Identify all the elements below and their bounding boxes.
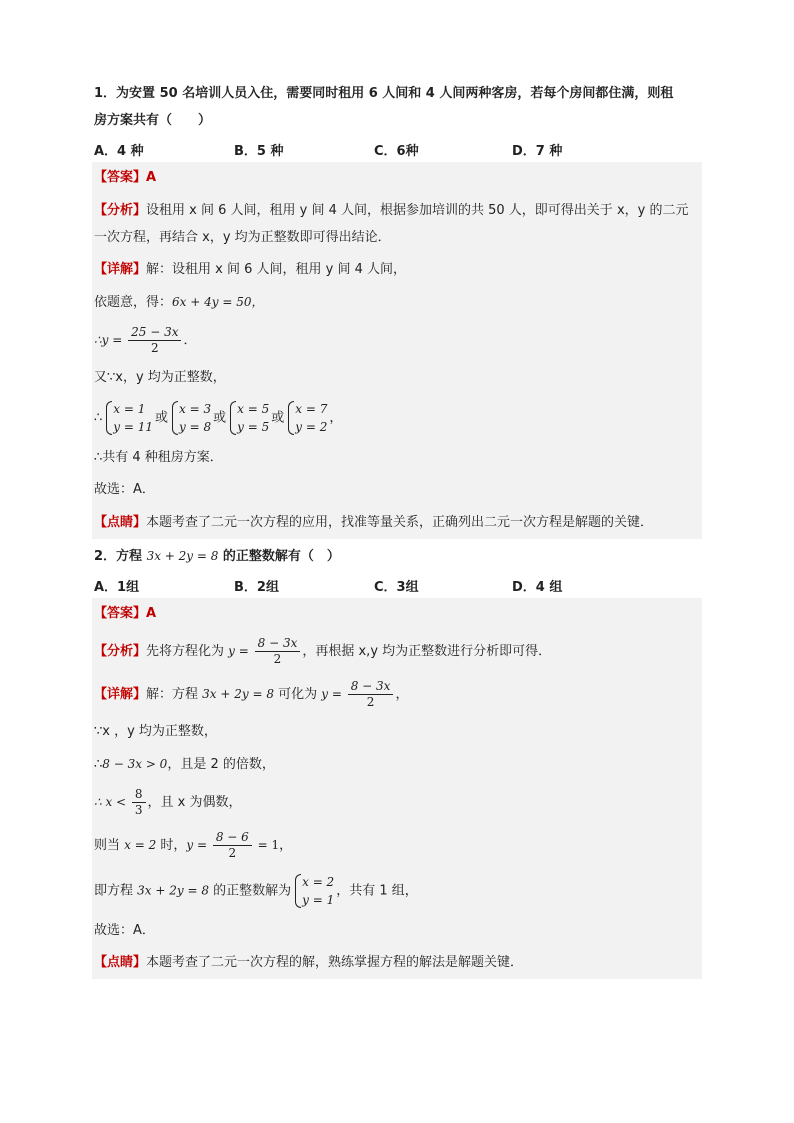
fraction-denominator: 2 <box>150 341 159 355</box>
q1-step1-math: 6x + 4y = 50， <box>172 295 264 309</box>
therefore-symbol: ∴ <box>94 410 103 426</box>
q1-step4 <box>94 394 700 442</box>
system-row: x = 3 <box>179 402 212 416</box>
q1-analysis-line <box>94 194 700 254</box>
q2-option-b: B．2组 <box>234 580 279 595</box>
q2-analysis-line <box>94 630 700 673</box>
q2-option-c: C．3组 <box>374 580 419 595</box>
q1-answer-line <box>94 162 700 194</box>
q1-step5: ∴共有 4 种租房方案． <box>94 450 223 465</box>
q2-detail-tag: 【详解】 <box>94 687 147 702</box>
q1-comment-line <box>94 506 700 539</box>
q2-detail-equation: 3x + 2y = 8 <box>202 687 274 701</box>
q2-step5 <box>94 867 700 915</box>
q2-step2-suffix: ，且是 2 的倍数， <box>167 757 275 772</box>
q1-stem <box>94 80 700 134</box>
q2-detail-y: y = <box>321 687 346 701</box>
system-row: y = 11 <box>113 420 154 434</box>
q2-analysis-tag: 【分析】 <box>94 644 147 659</box>
q2-stem <box>94 543 700 570</box>
fraction-numerator: 8 <box>132 787 146 803</box>
q1-solution-system-2 <box>170 400 211 436</box>
q1-step2-prefix: ∴y = <box>94 333 127 347</box>
or-word: 或 <box>213 410 227 426</box>
q1-solution-system-3 <box>228 400 269 436</box>
q2-step5-mid: 的正整数解为 <box>208 883 292 899</box>
q1-comment-text: 本题考查了二元一次方程的应用，找准等量关系，正确列出二元一次方程是解题的关键． <box>146 515 654 530</box>
q1-detail-line <box>94 254 700 286</box>
q2-step3 <box>94 781 700 824</box>
q2-option-d: D．4 组 <box>512 580 563 595</box>
or-word: 或 <box>155 410 169 426</box>
q2-step4-fraction <box>213 830 252 861</box>
q1-answer-tag: 【答案】 <box>94 170 147 185</box>
q1-option-a: A．4 种 <box>94 144 144 159</box>
q2-step2-inequality: 8 − 3x > 0 <box>102 757 168 771</box>
system-row: x = 1 <box>113 402 146 416</box>
q2-analysis-fraction <box>255 636 301 667</box>
fraction-numerator: 8 − 3x <box>255 636 301 652</box>
q2-answer-line <box>94 598 700 630</box>
q1-choose: 故选：A． <box>94 482 155 497</box>
system-row: y = 5 <box>237 420 270 434</box>
or-word: 或 <box>271 410 285 426</box>
system-row: x = 5 <box>237 402 270 416</box>
q2-step4-y: y = <box>186 838 211 852</box>
q1-option-c: C．6种 <box>374 144 419 159</box>
q1-analysis-tag: 【分析】 <box>94 203 147 218</box>
q1-step2-suffix: ． <box>183 333 197 348</box>
therefore-symbol: ∴ <box>94 757 103 772</box>
q1-step1-text: 依题意，得： <box>94 295 173 310</box>
q2-stem-equation: 3x + 2y = 8 <box>146 549 219 563</box>
q2-solution <box>92 598 702 979</box>
q2-step2 <box>94 748 700 781</box>
q1-answer: A <box>146 170 157 185</box>
fraction-numerator: 25 − 3x <box>128 325 181 341</box>
system-row: y = 2 <box>295 420 328 434</box>
q1-analysis-text: 设租用 x 间 6 人间，租用 y 间 4 人间，根据参加培训的共 50 人，即可得出关于 x，y 的二元一次方程，再结合 x，y 均为正整数即可得出结论． <box>94 203 689 245</box>
q2-step5-equation: 3x + 2y = 8 <box>137 883 209 898</box>
q1-step1 <box>94 286 700 319</box>
q2-step4-equals: = 1 <box>253 838 280 852</box>
q2-comment-line <box>94 947 700 979</box>
q2-step4-mid: 时， <box>156 838 187 853</box>
q2-detail-suffix: ， <box>395 687 409 702</box>
q2-analysis-suffix: ，再根据 x,y 均为正整数进行分析即可得． <box>302 644 552 659</box>
system-row: x = 2 <box>302 875 335 889</box>
system-row: y = 8 <box>179 420 212 434</box>
q2-answer-tag: 【答案】 <box>94 606 147 621</box>
q1-option-d: D．7 种 <box>512 144 563 159</box>
q2-stem-suffix: 的正整数解有（ ） <box>218 549 340 564</box>
system-row: y = 1 <box>302 893 335 907</box>
q1-step4-suffix: ， <box>329 410 343 426</box>
q1-step2-fraction <box>128 325 181 356</box>
q2-comment-tag: 【点睛】 <box>94 955 147 970</box>
fraction-denominator: 2 <box>273 652 282 666</box>
q1-option-b: B．5 种 <box>234 144 284 159</box>
q1-stem-line2: 房方案共有（ ） <box>94 113 212 128</box>
q2-detail-line <box>94 673 700 716</box>
q2-detail-prefix: 解：方程 <box>146 687 203 702</box>
system-row: x = 7 <box>295 402 328 416</box>
q1-options <box>94 134 700 162</box>
fraction-denominator: 2 <box>228 846 237 860</box>
fraction-numerator: 8 − 6 <box>213 830 252 846</box>
q2-step4-suffix: ， <box>279 838 293 853</box>
q2-step4-prefix: 则当 <box>94 838 125 853</box>
q1-step2 <box>94 319 700 362</box>
q2-choose: 故选：A． <box>94 923 155 938</box>
q1-solution <box>92 162 702 539</box>
fraction-denominator: 3 <box>134 803 143 817</box>
q2-step3-prefix: ∴ x < <box>94 795 130 809</box>
q2-answer: A <box>146 606 157 621</box>
q2-analysis-prefix: 先将方程化为 <box>146 644 229 659</box>
q2-comment-text: 本题考查了二元一次方程的解，熟练掌握方程的解法是解题关键． <box>146 955 524 970</box>
q2-step4-condition: x = 2 <box>124 838 157 852</box>
q2-step3-suffix: ，且 x 为偶数， <box>147 795 242 810</box>
q1-detail-tag: 【详解】 <box>94 262 147 277</box>
q1-stem-line1: 1．为安置 50 名培训人员入住，需要同时租用 6 人间和 4 人间两种客房，若每个房间都住满，则租 <box>94 86 674 101</box>
fraction-numerator: 8 − 3x <box>348 679 394 695</box>
q1-detail-intro: 解：设租用 x 间 6 人间，租用 y 间 4 人间， <box>146 262 407 277</box>
document-page <box>94 80 700 979</box>
q2-detail-mid: 可化为 <box>273 687 322 702</box>
q2-step4 <box>94 824 700 867</box>
q2-options <box>94 570 700 598</box>
q2-step5-suffix: ，共有 1 组， <box>336 883 418 899</box>
q2-step5-prefix: 即方程 <box>94 883 138 899</box>
q2-step3-fraction <box>132 787 146 818</box>
q2-stem-prefix: 2．方程 <box>94 549 147 564</box>
q2-solution-system <box>293 873 334 909</box>
fraction-denominator: 2 <box>366 695 375 709</box>
q2-step1: ∵x ，y 均为正整数， <box>94 724 217 739</box>
q1-solution-system-1 <box>104 400 153 436</box>
q2-option-a: A．1组 <box>94 580 140 595</box>
q1-comment-tag: 【点睛】 <box>94 515 147 530</box>
q1-solution-system-4 <box>286 400 327 436</box>
q1-step3: 又∵x，y 均为正整数， <box>94 370 226 385</box>
q2-detail-fraction <box>348 679 394 710</box>
q2-analysis-y: y = <box>228 644 253 658</box>
